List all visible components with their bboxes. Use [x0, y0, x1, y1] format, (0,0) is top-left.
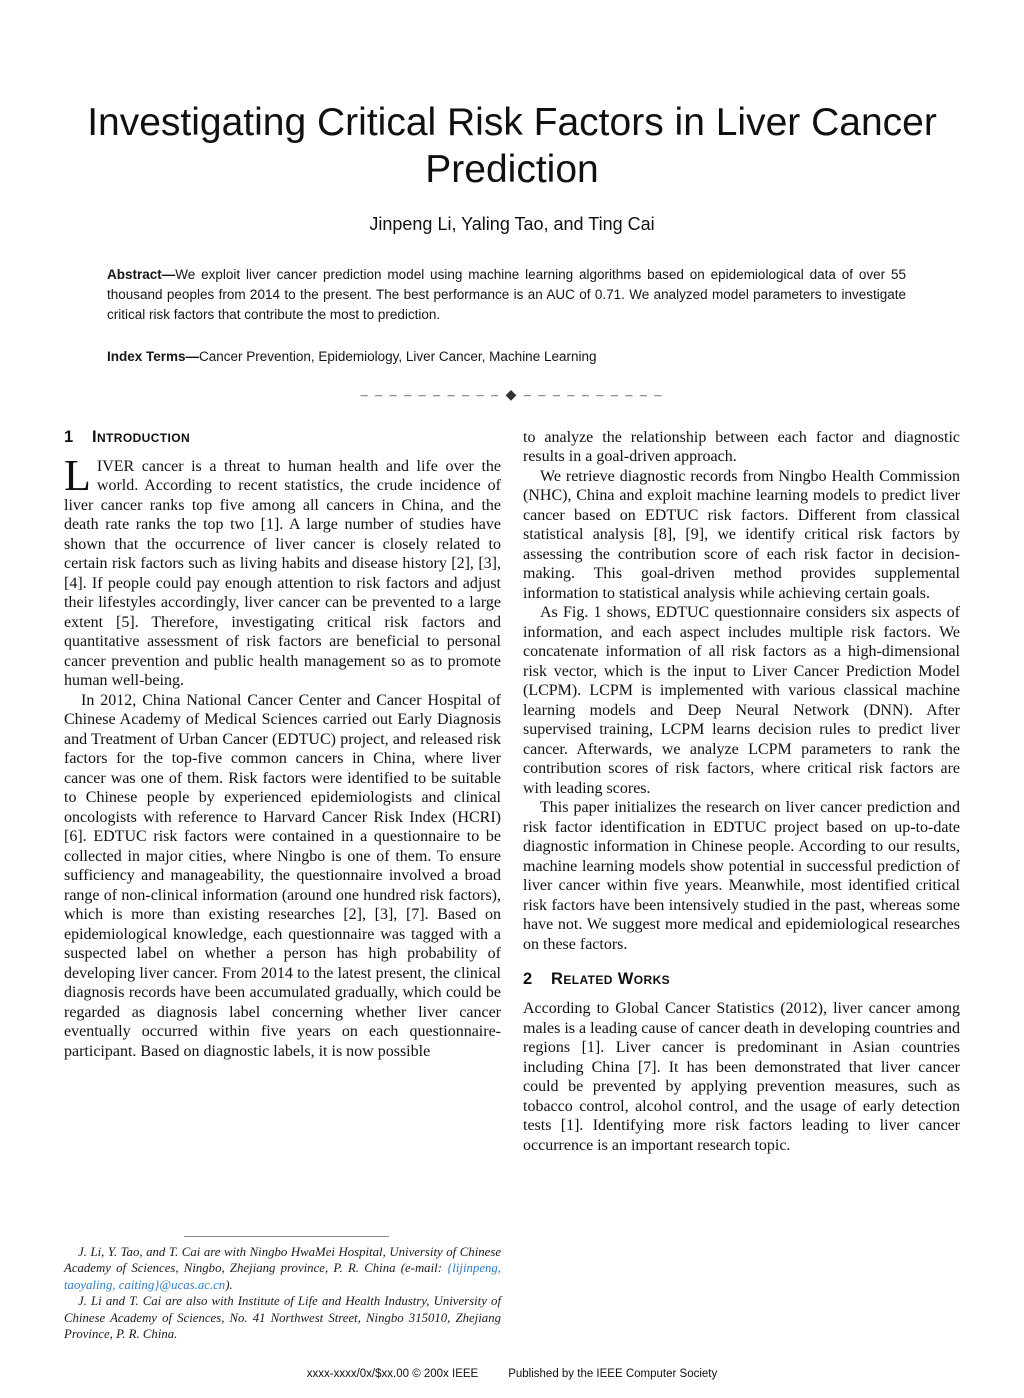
right-column [523, 428, 960, 1343]
footnote-paragraph-2: J. Li and T. Cai are also with Institute of Life and Health Industry, University of Chinese Academy of Sciences, No. 41 Northwest Street, Ningbo 315010, Zhejiang Province, P. R. China. [64, 1294, 501, 1342]
section-divider: – – – – – – – – – – ◆ – – – – – – – – – – [360, 387, 664, 403]
footnote-text: ). [225, 1277, 233, 1292]
body-paragraph: As Fig. 1 shows, EDTUC questionnaire considers six aspects of information, and each aspect includes multiple risk factors. We concatenate information of all risk factors as a high-dimensional risk vector, which is the input to Liver Cancer Prediction Model (LCPM). LCPM is implemented with various classical machine learning models and Deep Neural Network (DNN). After supervised training, LCPM learns decision rules to predict liver cancer. Afterwards, we analyze LCPM parameters to rank the contribution scores of risk factors, where critical risk factors are with leading scores. [523, 604, 960, 797]
abstract-text: We exploit liver cancer prediction model using machine learning algorithms based on epidemiological data of over 55 thousand peoples from 2014 to the present. The best performance is an AUC of 0.71. We analyzed model parameters to investigate critical risk factors that contribute the most to prediction. [107, 266, 906, 322]
index-terms [107, 347, 906, 367]
section-title: Introduction [92, 427, 191, 446]
abstract [107, 265, 906, 325]
publisher-text: Published by the IEEE Computer Society [508, 1368, 718, 1380]
left-column [64, 428, 501, 1343]
page-footer [0, 1368, 1024, 1380]
body-paragraph: We retrieve diagnostic records from Ningbo Health Commission (NHC), China and exploit machine learning models to predict liver cancer based on EDTUC risk factors. Different from classical statistical analysis [8], [9], we identify critical risk factors by assessing the contribution score of each risk factor in decision-making. This goal-driven method provides supplemental information to statistical analysis while achieving certain goals. [523, 467, 960, 602]
drop-cap: L [64, 450, 91, 500]
footnote-paragraph-1 [64, 1244, 501, 1294]
paper-title: Investigating Critical Risk Factors in Liver Cancer Prediction [87, 101, 937, 191]
copyright-text: xxxx-xxxx/0x/$xx.00 © 200x IEEE [306, 1368, 479, 1380]
body-paragraph: According to Global Cancer Statistics (2012), liver cancer among males is a leading cause of cancer death in developing countries and regions [1]. Liver cancer is predominant in Asian countries including China [7]. It has been demonstrated that liver cancer could be prevented by applying prevention measures, such as tobacco control, alcohol control, and the usage of early detection tests [1]. Identifying more risk factors leading to liver cancer occurrence is an important research topic. [523, 1000, 960, 1154]
index-terms-text: Cancer Prevention, Epidemiology, Liver Cancer, Machine Learning [199, 348, 597, 364]
intro-paragraph-2: In 2012, China National Cancer Center and Cancer Hospital of Chinese Academy of Medical Sciences carried out Early Diagnosis and Treatment of Urban Cancer (EDTUC) project, and released risk factors for the top-five common cancers in China, where liver cancer was one of them. Risk factors were identified to be suitable to Chinese people by experienced epidemiologists and clinical oncologists with reference to Harvard Cancer Risk Index (HCRI) [6]. EDTUC risk factors were contained in a questionnaire to be collected in major cities, where Ningbo is one of them. To ensure sufficiency and manageability, the questionnaire involved a broad range of non-clinical information (around one hundred risk factors), which is more than existing researches [2], [3], [7]. Based on epidemiological knowledge, each questionnaire was tagged with a suspected label on whether a person has high probability of developing liver cancer. From 2014 to the latest present, the clinical diagnosis records have been accumulated gradually, which could be regarded as diagnosis label concerning whether liver cancer eventually occurred within five years on each questionnaire-participant. Based on diagnostic labels, it is now possible [64, 691, 501, 1060]
email-link[interactable]: {lijinpeng, taoyaling, caiting}@ucas.ac.cn [64, 1261, 501, 1292]
author-footnote [64, 1236, 501, 1343]
section-title: Related Works [551, 970, 671, 989]
footnote-text: J. Li, Y. Tao, and T. Cai are with Ningbo HwaMei Hospital, University of Chinese Academy of Sciences, Ningbo, Zhejiang province, P. R. China (e-mail: [64, 1244, 501, 1276]
intro-paragraph-1 [64, 450, 501, 691]
abstract-label: Abstract— [107, 266, 176, 282]
index-terms-label: Index Terms— [107, 348, 200, 364]
section-number: 1 [64, 427, 74, 446]
authors-line: Jinpeng Li, Yaling Tao, and Ting Cai [369, 213, 655, 234]
two-column-body [64, 428, 960, 1343]
paragraph-text: IVER cancer is a threat to human health and life over the world. According to recent statistics, the crude incidence of liver cancer ranks top five among all cancers in China, and the death rate ranks the top two [1]. A large number of studies have shown that the occurrence of liver cancer is closely related to certain risk factors such as living habits and disease history [2], [3], [4]. If people could pay enough attention to risk factors and adjust their lifestyles accordingly, liver cancer can be prevented to a large extent [5]. Therefore, investigating critical risk factors and quantitative assessment of risk factors are beneficial to personal cancer prevention and public health management so as to promote human well-being. [64, 457, 501, 690]
footnote-rule [184, 1236, 389, 1237]
body-paragraph: This paper initializes the research on liver cancer prediction and risk factor identification in EDTUC project based on up-to-date diagnostic information in Chinese people. According to our results, machine learning models show potential in successful prediction of liver cancer within five years. Meanwhile, most identified critical risk factors have been intensively studied in the past, whereas some have not. We suggest more medical and epidemiological researches on these factors. [523, 799, 960, 953]
section-number: 2 [523, 970, 533, 989]
section-heading-related-works [523, 970, 960, 989]
body-paragraph: to analyze the relationship between each factor and diagnostic results in a goal-driven approach. [523, 428, 960, 466]
section-heading-introduction [64, 428, 501, 447]
